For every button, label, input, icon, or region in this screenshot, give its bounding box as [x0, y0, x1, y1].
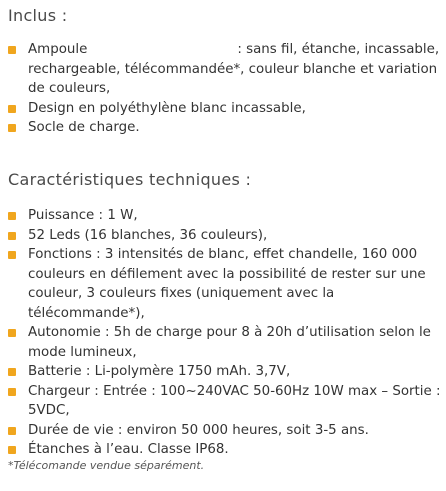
list-item	[0, 118, 446, 138]
bullet-icon	[8, 446, 16, 454]
bullet-icon	[8, 46, 16, 54]
caracteristiques-list	[0, 206, 446, 460]
item-text: Durée de vie : environ 50 000 heures, soit 3-5 ans.	[28, 422, 369, 438]
item-text-start: Ampoule	[28, 42, 88, 57]
list-item	[0, 362, 446, 382]
list-item	[0, 245, 446, 323]
item-text: Design en polyéthylène blanc incassable,	[28, 100, 306, 116]
list-item	[0, 382, 446, 421]
section-heading-caracteristiques: Caractéristiques techniques :	[8, 170, 252, 189]
section-heading-inclus: Inclus :	[8, 6, 68, 25]
list-item	[0, 226, 446, 246]
item-text: Fonctions : 3 intensités de blanc, effet chandelle, 160 000 couleurs en défilement avec la possibilité de rester sur une couleur, 3 couleurs fixes (uniquement avec la télécommande*),	[28, 247, 426, 321]
bullet-icon	[8, 124, 16, 132]
item-text: Batterie : Li-polymère 1750 mAh. 3,7V,	[28, 364, 291, 379]
bullet-icon	[8, 105, 16, 113]
bullet-icon	[8, 368, 16, 376]
list-item	[0, 99, 446, 119]
list-item	[0, 440, 446, 460]
list-item	[0, 206, 446, 226]
item-text-end: : sans fil, étanche, incassable, rechargeable, télécommandée*, couleur blanche et variation de couleurs,	[28, 42, 440, 96]
bullet-icon	[8, 232, 16, 240]
bullet-icon	[8, 329, 16, 337]
list-item	[0, 40, 446, 99]
item-text: Socle de charge.	[28, 120, 140, 135]
item-text: Chargeur : Entrée : 100~240VAC 50-60Hz 10W max – Sortie : 5VDC,	[28, 383, 441, 418]
bullet-icon	[8, 427, 16, 435]
bullet-icon	[8, 212, 16, 220]
footnote: *Télécomande vendue séparément.	[8, 459, 205, 472]
item-text: Étanches à l’eau. Classe IP68.	[28, 442, 229, 457]
item-text: Autonomie : 5h de charge pour 8 à 20h d’utilisation selon le mode lumineux,	[28, 325, 431, 360]
list-item	[0, 421, 446, 441]
item-text: 52 Leds (16 blanches, 36 couleurs),	[28, 227, 268, 243]
bullet-icon	[8, 251, 16, 259]
inclus-list	[0, 40, 446, 138]
item-text: Puissance : 1 W,	[28, 208, 138, 223]
list-item	[0, 323, 446, 362]
bullet-icon	[8, 388, 16, 396]
